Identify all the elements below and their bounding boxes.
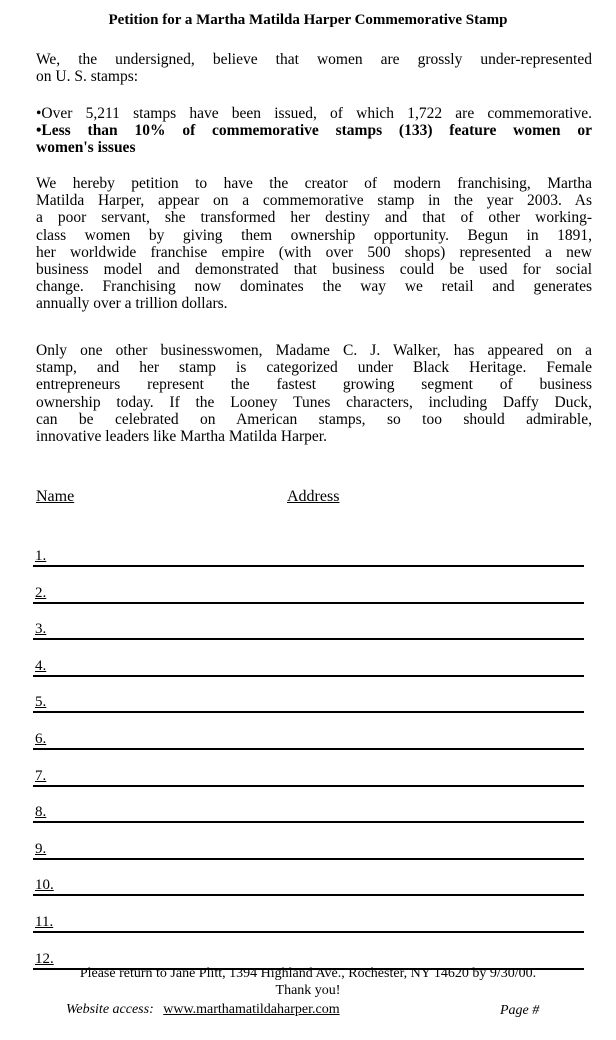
page-number: Page #: [500, 1003, 540, 1018]
row-number: 10.: [35, 877, 54, 894]
text-line: class women by giving them ownership opportunity. Begun in 1891,: [36, 226, 592, 244]
row-number: 9.: [35, 840, 47, 857]
text-line: ownership today. If the Looney Tunes characters, including Daffy Duck,: [36, 393, 592, 411]
petition-paragraph: [36, 175, 592, 313]
signature-row[interactable]: [33, 876, 584, 896]
text-line: innovative leaders like Martha Matilda Harper.: [36, 428, 327, 446]
row-number: 8.: [35, 804, 47, 821]
signature-row[interactable]: [33, 547, 584, 567]
signature-row[interactable]: [33, 657, 584, 677]
row-number: 1.: [35, 548, 47, 564]
text-line: Only one other businesswomen, Madame C. J. Walker, has appeared on a: [36, 342, 592, 359]
website-label: Website access:: [66, 1002, 154, 1017]
text-line: business model and demonstrated that business could be used for social: [36, 261, 592, 279]
text-line: entrepreneurs represent the fastest growing segment of business: [36, 376, 592, 394]
text-line: on U. S. stamps:: [36, 68, 139, 86]
signature-row[interactable]: [33, 584, 584, 604]
signature-row[interactable]: [33, 620, 584, 640]
bullet-item-cont: women's issues: [36, 139, 136, 157]
signature-row[interactable]: [33, 840, 584, 860]
signature-row[interactable]: [33, 693, 584, 713]
text-line: Matilda Harper, appear on a commemorative stamp in the year 2003. As: [36, 192, 592, 210]
signature-row[interactable]: [33, 767, 584, 787]
row-number: 7.: [35, 767, 47, 784]
name-column-header: Name: [36, 488, 75, 505]
text-line: stamp, and her stamp is categorized under Black Heritage. Female: [36, 359, 592, 377]
row-number: 11.: [35, 914, 54, 930]
website-link[interactable]: www.marthamatildaharper.com: [163, 1002, 340, 1017]
row-number: 5.: [35, 694, 47, 711]
return-instructions: Please return to Jane Plitt, 1394 Highland Ave., Rochester, NY 14620 by 9/30/00.: [79, 966, 537, 981]
text-line: can be celebrated on American stamps, so too should admirable,: [36, 410, 592, 428]
text-line: We, the undersigned, believe that women are grossly under-represented: [36, 51, 592, 68]
signature-row[interactable]: [33, 913, 584, 933]
justification-paragraph: [36, 342, 592, 445]
row-number: 3.: [35, 621, 47, 638]
row-number: 4.: [35, 657, 47, 674]
bullet-item: •Less than 10% of commemorative stamps (133) feature women or: [36, 122, 592, 140]
row-number: 12.: [35, 950, 54, 967]
intro-paragraph: [36, 51, 592, 85]
text-line: a poor servant, she transformed her destiny and that of other working-: [36, 209, 592, 227]
text-line: change. Franchising now dominates the way we retail and generates: [36, 278, 592, 296]
bullet-list: [36, 105, 592, 157]
text-line: annually over a trillion dollars.: [36, 295, 228, 313]
thank-you: Thank you!: [275, 983, 341, 998]
row-number: 2.: [35, 584, 47, 601]
row-number: 6.: [35, 731, 47, 747]
text-line: her worldwide franchise empire (with over 500 shops) represented a new: [36, 243, 592, 261]
signature-row[interactable]: [33, 803, 584, 823]
signature-row[interactable]: [33, 730, 584, 750]
bullet-item: •Over 5,211 stamps have been issued, of which 1,722 are commemorative.: [36, 105, 592, 122]
website-line: [66, 1002, 340, 1018]
address-column-header: Address: [287, 488, 340, 505]
text-line: We hereby petition to have the creator of modern franchising, Martha: [36, 175, 592, 192]
page-title: Petition for a Martha Matilda Harper Commemorative Stamp: [108, 12, 508, 28]
